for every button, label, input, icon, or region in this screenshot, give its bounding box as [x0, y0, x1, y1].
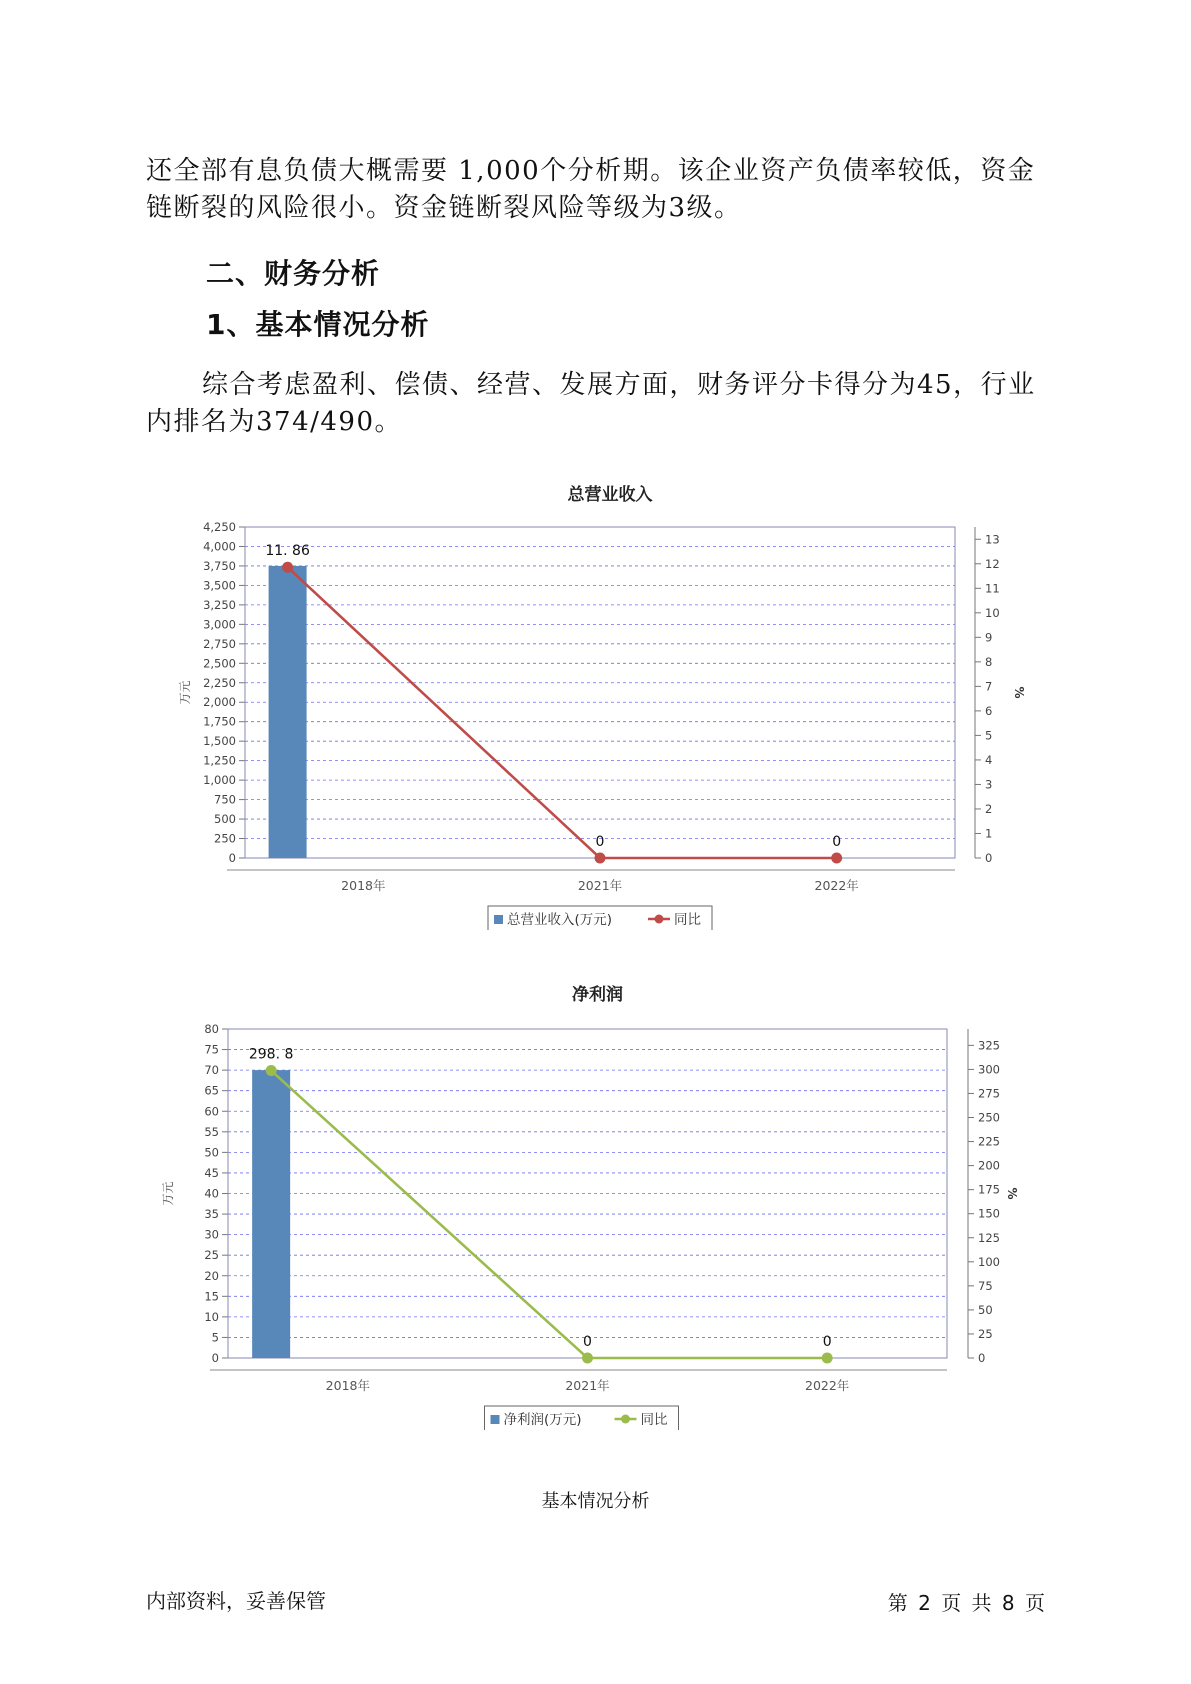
- line-point: [266, 1065, 277, 1076]
- y-tick-label: 0: [211, 1351, 219, 1365]
- line-point: [595, 853, 606, 864]
- y-tick-label: 3,500: [203, 578, 236, 593]
- y-tick-label: 2,250: [203, 675, 236, 690]
- y-axis-label: 万元: [178, 680, 192, 705]
- y2-tick-label: 6: [985, 703, 993, 718]
- subsection-heading-basic-analysis: 1、基本情况分析: [206, 308, 430, 341]
- data-label: 298. 8: [248, 1046, 294, 1063]
- x-tick-label: 2022年: [805, 1378, 850, 1393]
- legend-bar-swatch: [491, 1415, 500, 1424]
- y-tick-label: 500: [214, 812, 236, 827]
- y2-tick-label: 275: [978, 1086, 1000, 1101]
- data-label: 0: [822, 1334, 832, 1350]
- y2-tick-label: 125: [978, 1230, 1000, 1245]
- plot-frame: [245, 527, 955, 858]
- figure-caption: 基本情况分析: [541, 1491, 650, 1512]
- y-tick-label: 55: [204, 1124, 219, 1139]
- bar: [252, 1070, 290, 1358]
- x-tick-label: 2022年: [814, 878, 859, 893]
- net-profit-chart-svg: [0, 970, 1191, 1430]
- line-point: [282, 562, 293, 573]
- y-tick-label: 250: [214, 831, 236, 846]
- y2-tick-label: 12: [985, 556, 1000, 571]
- legend-line-marker: [621, 1415, 630, 1424]
- y2-tick-label: 100: [978, 1254, 1000, 1269]
- y-tick-label: 3,000: [203, 617, 236, 632]
- y-tick-label: 20: [204, 1268, 219, 1283]
- y-tick-label: 80: [204, 1022, 219, 1036]
- y2-tick-label: 2: [985, 801, 993, 816]
- y2-tick-label: 325: [978, 1038, 1000, 1053]
- y2-tick-label: 0: [985, 851, 993, 865]
- y2-tick-label: 225: [978, 1134, 1000, 1149]
- y2-tick-label: 250: [978, 1110, 1000, 1125]
- footer-page-number: 第 2 页 共 8 页: [887, 1591, 1045, 1615]
- chart-title: 净利润: [572, 985, 623, 1005]
- section-heading-financial-analysis: 二、财务分析: [206, 257, 381, 290]
- revenue-chart-svg: [0, 470, 1191, 930]
- legend-line-label: 同比: [640, 1412, 668, 1428]
- data-label: 0: [832, 834, 842, 850]
- y-tick-label: 3,250: [203, 597, 236, 612]
- y-tick-label: 15: [204, 1289, 219, 1304]
- y-tick-label: 10: [204, 1309, 219, 1324]
- legend-line-marker: [655, 915, 664, 924]
- revenue-chart: [0, 470, 1191, 930]
- y2-tick-label: 0: [978, 1351, 986, 1365]
- y-tick-label: 70: [204, 1063, 219, 1078]
- y-tick-label: 25: [204, 1248, 219, 1263]
- y2-axis-label: %: [1005, 1187, 1019, 1200]
- paragraph-score: 综合考虑盈利、偿债、经营、发展方面，财务评分卡得分为45，行业内排名为374/490。: [146, 370, 1036, 437]
- y2-tick-label: 150: [978, 1206, 1000, 1221]
- line-point: [822, 1353, 833, 1364]
- data-label: 0: [595, 834, 605, 850]
- line-point: [831, 853, 842, 864]
- x-tick-label: 2018年: [325, 1378, 370, 1393]
- y-tick-label: 60: [204, 1104, 219, 1119]
- y-tick-label: 65: [204, 1083, 219, 1098]
- y-tick-label: 1,500: [203, 734, 236, 749]
- y2-tick-label: 300: [978, 1062, 1000, 1077]
- y-tick-label: 45: [204, 1165, 219, 1180]
- y-tick-label: 2,000: [203, 695, 236, 710]
- plot-frame: [228, 1029, 947, 1358]
- y-tick-label: 35: [204, 1207, 219, 1222]
- y2-tick-label: 10: [985, 605, 1000, 620]
- y2-axis-label: %: [1012, 686, 1026, 699]
- legend-bar-label: 净利润(万元): [503, 1412, 582, 1428]
- y-tick-label: 2,500: [203, 656, 236, 671]
- y-tick-label: 2,750: [203, 636, 236, 651]
- x-tick-label: 2021年: [577, 878, 623, 893]
- paragraph-risk: 还全部有息负债大概需要 1,000个分析期。该企业资产负债率较低，资金链断裂的风险很小。资金链断裂风险等级为3级。: [146, 156, 1036, 223]
- y-tick-label: 40: [204, 1186, 219, 1201]
- y-tick-label: 5: [211, 1330, 219, 1345]
- y2-tick-label: 8: [985, 654, 993, 669]
- y2-tick-label: 9: [985, 630, 993, 645]
- y-tick-label: 75: [204, 1042, 219, 1057]
- y2-tick-label: 13: [985, 532, 1000, 547]
- y2-tick-label: 1: [985, 826, 993, 841]
- y-tick-label: 50: [204, 1145, 219, 1160]
- y2-tick-label: 50: [978, 1302, 993, 1317]
- chart-title: 总营业收入: [567, 485, 653, 505]
- line-series: [288, 567, 837, 858]
- y-tick-label: 4,000: [203, 539, 236, 554]
- y-tick-label: 1,000: [203, 773, 236, 788]
- y-axis-label: 万元: [161, 1181, 175, 1206]
- y-tick-label: 750: [214, 792, 236, 807]
- legend-bar-label: 总营业收入(万元): [507, 912, 613, 928]
- data-label: 11. 86: [265, 543, 310, 560]
- x-tick-label: 2021年: [565, 1378, 610, 1393]
- y2-tick-label: 200: [978, 1158, 1000, 1173]
- data-label: 0: [583, 1334, 592, 1350]
- y-tick-label: 0: [228, 851, 236, 865]
- y2-tick-label: 5: [985, 728, 993, 743]
- y-tick-label: 4,250: [203, 520, 236, 534]
- y-tick-label: 30: [204, 1227, 219, 1242]
- y2-tick-label: 175: [978, 1182, 1000, 1197]
- y2-tick-label: 75: [978, 1278, 993, 1293]
- y2-tick-label: 25: [978, 1326, 993, 1341]
- y-tick-label: 1,750: [203, 714, 236, 729]
- y2-tick-label: 3: [985, 777, 993, 792]
- y2-tick-label: 4: [985, 752, 993, 767]
- y-tick-label: 1,250: [203, 753, 236, 768]
- x-tick-label: 2018年: [341, 878, 386, 893]
- footer-confidential-note: 内部资料，妥善保管: [146, 1589, 326, 1613]
- legend-bar-swatch: [494, 915, 503, 924]
- y2-tick-label: 7: [985, 679, 993, 694]
- legend-line-label: 同比: [674, 912, 701, 928]
- y-tick-label: 3,750: [203, 558, 236, 573]
- line-point: [582, 1353, 593, 1364]
- bar: [269, 566, 307, 858]
- net-profit-chart: [0, 970, 1191, 1430]
- y2-tick-label: 11: [985, 581, 1000, 596]
